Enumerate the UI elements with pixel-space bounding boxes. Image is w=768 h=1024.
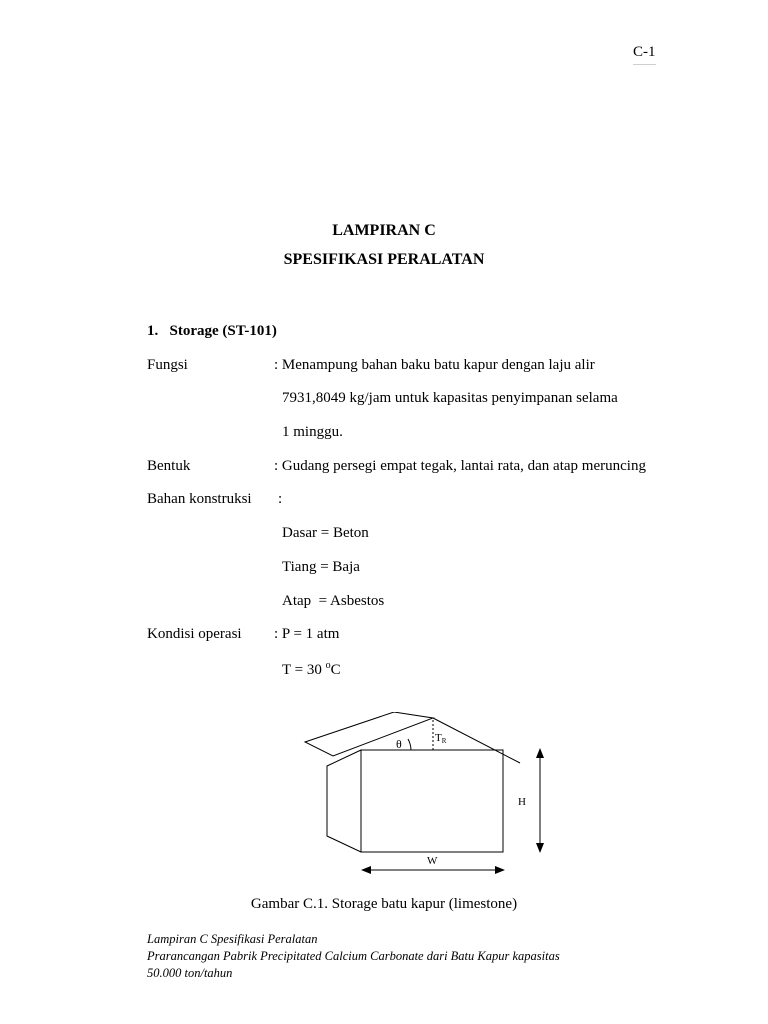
footer-line1: Lampiran C Spesifikasi Peralatan — [147, 932, 318, 946]
fungsi-line3: 1 minggu. — [282, 424, 343, 440]
bahan-tiang: Tiang = Baja — [282, 559, 360, 575]
bahan-atap: Atap = Asbestos — [282, 593, 385, 609]
page-number: C-1 — [633, 44, 656, 65]
fungsi-line1: : Menampung bahan baku batu kapur dengan laju alir — [274, 357, 595, 373]
fungsi-label: Fungsi — [147, 357, 188, 373]
kondisi-label: Kondisi operasi — [147, 626, 242, 642]
side-wall — [327, 750, 361, 852]
height-label: H — [518, 796, 526, 808]
width-label: W — [427, 855, 438, 867]
height-arrow-top — [536, 748, 544, 758]
kondisi-pressure: : P = 1 atm — [274, 626, 340, 642]
appendix-subtitle: SPESIFIKASI PERALATAN — [283, 251, 485, 268]
bahan-label: Bahan konstruksi — [147, 491, 252, 507]
section-number: 1. — [147, 323, 159, 339]
appendix-title: LAMPIRAN C — [332, 222, 436, 239]
height-arrow-bottom — [536, 843, 544, 853]
storage-diagram — [300, 712, 560, 887]
roof-slab — [305, 712, 433, 756]
bentuk-label: Bentuk — [147, 458, 191, 474]
figure-caption: Gambar C.1. Storage batu kapur (limestone) — [250, 896, 518, 912]
footer-line2: Prarancangan Pabrik Precipitated Calcium Carbonate dari Batu Kapur kapasitas — [147, 949, 560, 963]
kondisi-temperature — [282, 660, 341, 679]
section-title: Storage (ST-101) — [169, 323, 277, 339]
bahan-dasar: Dasar = Beton — [282, 525, 369, 541]
bahan-colon: : — [278, 491, 283, 507]
angle-arc — [408, 739, 411, 750]
degree-sup: o — [325, 660, 331, 671]
section-heading — [147, 323, 277, 340]
width-arrow-right — [495, 866, 505, 874]
temperature-value: T = 30 — [282, 662, 326, 678]
roof-height-label: TR — [435, 732, 447, 745]
front-wall — [361, 750, 503, 852]
fungsi-line2: 7931,8049 kg/jam untuk kapasitas penyimpanan selama — [282, 390, 618, 406]
page-footer — [147, 931, 627, 982]
bentuk-value: : Gudang persegi empat tegak, lantai rata, dan atap meruncing — [274, 458, 646, 474]
theta-label: θ — [396, 737, 402, 751]
temperature-unit: C — [330, 662, 341, 678]
footer-line3: 50.000 ton/tahun — [147, 966, 233, 980]
width-arrow-left — [361, 866, 371, 874]
